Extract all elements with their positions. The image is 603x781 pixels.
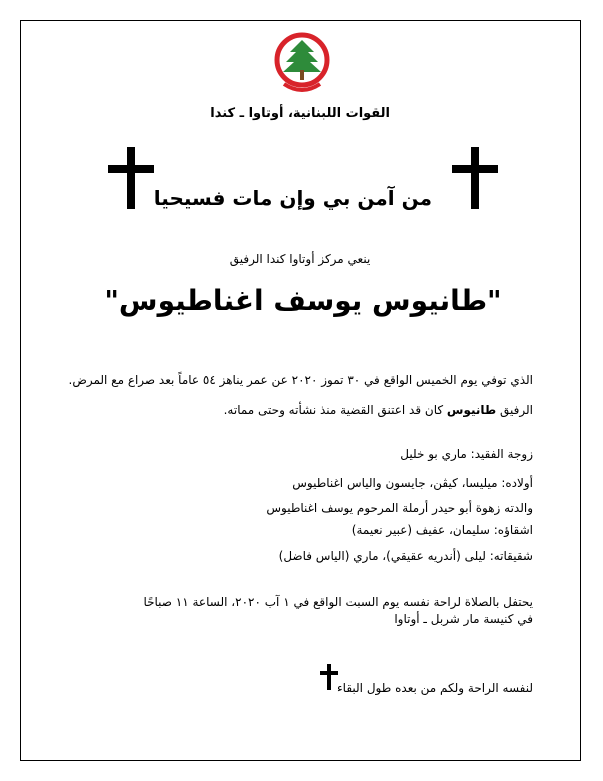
comrade-rest: كان قد اعتنق القضية منذ نشأته وحتى مماته. [223, 403, 444, 417]
lebanese-forces-cedar-logo-icon [274, 30, 330, 96]
funeral-location-line: في كنيسة مار شربل ـ أوتاوا [394, 612, 533, 626]
family-brothers: اشقاؤه: سليمان، عفيف (عبير نعيمة) [351, 523, 533, 537]
comrade-note [53, 402, 533, 418]
bible-verse: من آمن بي وإن مات فسيحيا [153, 186, 432, 210]
family-wife: زوجة الفقيد: ماري بو خليل [400, 447, 533, 461]
comrade-name: طانيوس [446, 403, 497, 417]
family-children: أولاده: ميليسا، كيڤن، جايسون والياس اغناطيوس [292, 476, 533, 490]
deceased-name: "طانيوس يوسف اغناطيوس" [104, 284, 502, 317]
cross-right-icon [452, 147, 498, 209]
mourning-announcement: ينعي مركز أوتاوا كندا الرفيق [229, 252, 371, 266]
death-notice: الذي توفي يوم الخميس الواقع في ٣٠ تموز ٢٠٢٠ عن عمر يناهز ٥٤ عاماً بعد صراع مع المرض. [68, 373, 533, 387]
page-border [20, 20, 581, 761]
funeral-prayer-line: يحتفل بالصلاة لراحة نفسه يوم السبت الواقع في ١ آب ٢٠٢٠، الساعة ١١ صباحًا [143, 595, 533, 609]
cross-left-icon [108, 147, 154, 209]
closing-condolence: لنفسه الراحة ولكم من بعده طول البقاء [337, 681, 533, 695]
family-sisters: شقيقاته: ليلى (أندريه عقيقي)، ماري (الياس فاضل) [278, 549, 533, 563]
comrade-prefix: الرفيق [500, 403, 533, 417]
family-mother: والدته زهوة أبو حيدر أرملة المرحوم يوسف اغناطيوس [266, 501, 533, 515]
organization-name: القوات اللبنانية، أوتاوا ـ كندا [210, 106, 390, 121]
